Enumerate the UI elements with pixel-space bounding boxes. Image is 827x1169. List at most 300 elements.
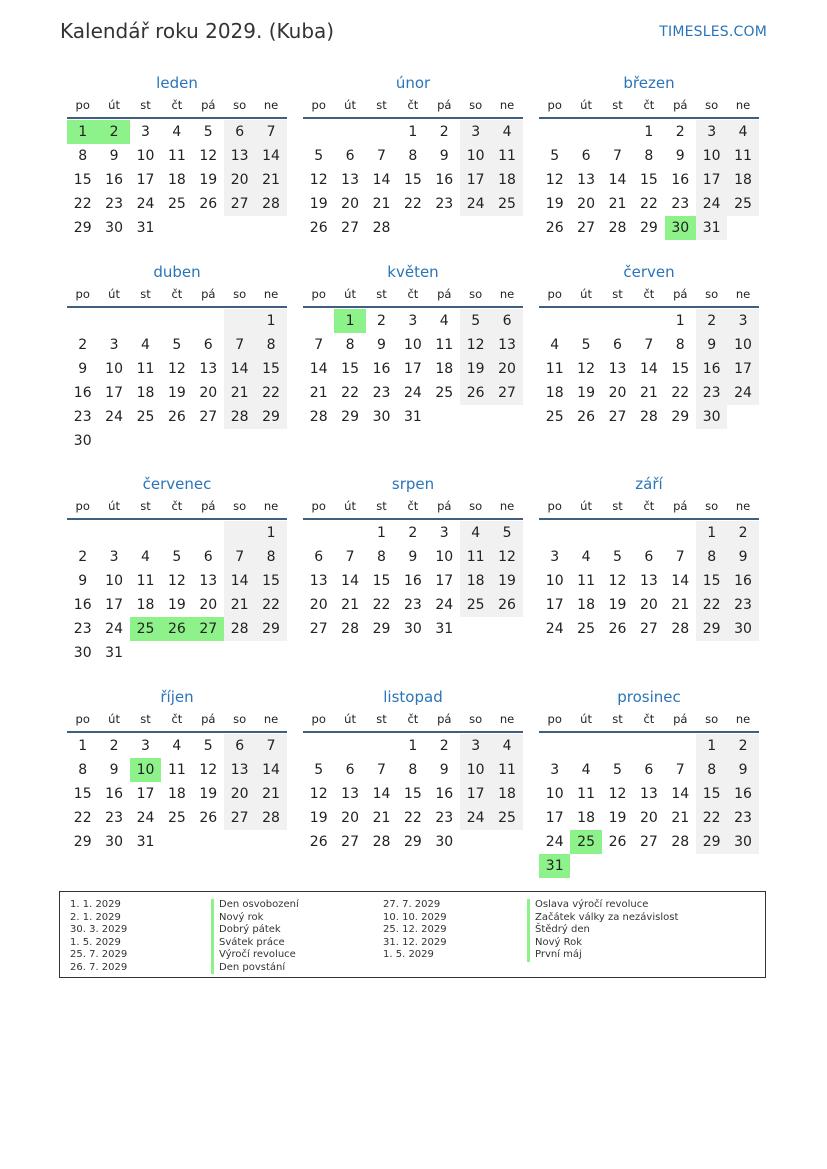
- legend-entry: 30. 3. 2029: [70, 924, 128, 935]
- day-cell: 31: [136, 834, 155, 850]
- day-cell: 24: [460, 192, 491, 216]
- day-cell: 14: [224, 357, 255, 381]
- day-cell: 23: [435, 810, 454, 826]
- day-cell: 23: [73, 621, 92, 637]
- day-cell: 9: [727, 545, 758, 569]
- weekday-label: so: [705, 98, 719, 112]
- weekday-label: so: [705, 499, 719, 513]
- weekday-label: ne: [735, 287, 751, 301]
- day-cell: 3: [109, 337, 119, 353]
- empty-cell: [193, 830, 224, 854]
- day-cell: 28: [309, 409, 328, 425]
- month-block: [303, 72, 523, 240]
- day-cell: 13: [608, 361, 627, 377]
- empty-cell: [224, 429, 255, 453]
- day-cell: 21: [224, 381, 255, 405]
- day-cell: 9: [109, 148, 119, 164]
- empty-cell: [602, 120, 633, 144]
- weekday-label: ne: [499, 98, 515, 112]
- day-cell: 24: [136, 810, 155, 826]
- header-divider: [303, 117, 523, 119]
- day-cell: 20: [224, 168, 255, 192]
- day-cell: 29: [341, 409, 359, 425]
- day-cell: 16: [435, 172, 454, 188]
- weekday-label: st: [612, 98, 623, 112]
- empty-cell: [633, 854, 664, 878]
- day-cell: 16: [727, 782, 758, 806]
- day-cell: 18: [136, 597, 155, 613]
- day-cell: 15: [73, 172, 92, 188]
- day-cell: 6: [203, 549, 213, 565]
- day-cell: 7: [613, 148, 622, 164]
- day-cell: 6: [203, 337, 213, 353]
- legend-entry: 27. 7. 2029: [383, 899, 441, 910]
- weekday-label: st: [140, 712, 151, 726]
- day-grid: [67, 309, 287, 453]
- empty-cell: [570, 854, 601, 878]
- empty-cell: [224, 216, 255, 240]
- empty-cell: [696, 854, 727, 878]
- weekday-label: út: [108, 499, 120, 513]
- day-cell: 5: [550, 148, 560, 164]
- day-cell: 15: [341, 361, 359, 377]
- month-block: [67, 473, 287, 665]
- weekday-label: pá: [673, 499, 688, 513]
- empty-cell: [67, 521, 98, 545]
- empty-cell: [570, 734, 601, 758]
- day-cell: 12: [309, 172, 328, 188]
- day-cell: 11: [136, 573, 155, 589]
- day-cell: 19: [460, 357, 491, 381]
- month-name: září: [635, 475, 663, 493]
- day-cell: 20: [608, 385, 627, 401]
- day-cell: 9: [78, 361, 88, 377]
- legend-entry: 1. 5. 2029: [383, 949, 434, 960]
- day-cell: 18: [460, 569, 491, 593]
- weekday-header: [67, 94, 287, 116]
- day-cell: 8: [255, 545, 286, 569]
- day-cell: 29: [255, 405, 286, 429]
- month-block: [539, 72, 759, 240]
- day-cell: 4: [550, 337, 560, 353]
- day-cell: 14: [224, 569, 255, 593]
- day-cell: 18: [167, 172, 186, 188]
- day-cell: 22: [341, 385, 359, 401]
- day-cell: 15: [255, 569, 286, 593]
- month-block: [539, 473, 759, 641]
- weekday-label: ne: [735, 712, 751, 726]
- day-cell: 17: [403, 361, 422, 377]
- empty-cell: [665, 521, 696, 545]
- weekday-label: út: [108, 287, 120, 301]
- day-cell: 3: [408, 313, 418, 329]
- day-cell: 19: [167, 385, 186, 401]
- weekday-header: [303, 495, 523, 517]
- legend-entry: 1. 1. 2029: [70, 899, 121, 910]
- day-grid: [303, 309, 523, 429]
- empty-cell: [303, 734, 334, 758]
- empty-cell: [130, 309, 161, 333]
- day-cell: 7: [675, 549, 685, 565]
- empty-cell: [539, 734, 570, 758]
- day-cell: 18: [491, 782, 522, 806]
- day-cell: 15: [403, 786, 422, 802]
- day-cell: 23: [727, 593, 758, 617]
- holiday-day-cell: 1: [67, 120, 98, 144]
- day-grid: [539, 734, 759, 878]
- day-cell: 2: [408, 525, 418, 541]
- month-name: červenec: [142, 475, 212, 493]
- day-cell: 12: [167, 573, 186, 589]
- day-cell: 13: [309, 573, 328, 589]
- empty-cell: [429, 405, 460, 429]
- day-cell: 31: [136, 220, 155, 236]
- weekday-label: čt: [643, 287, 655, 301]
- empty-cell: [98, 521, 129, 545]
- weekday-label: út: [580, 98, 592, 112]
- empty-cell: [255, 429, 286, 453]
- day-cell: 18: [545, 385, 564, 401]
- day-cell: 5: [581, 337, 591, 353]
- day-cell: 17: [545, 597, 564, 613]
- day-cell: 15: [696, 569, 727, 593]
- day-cell: 26: [608, 621, 627, 637]
- day-cell: 3: [696, 120, 727, 144]
- month-name: květen: [387, 263, 439, 281]
- day-cell: 26: [545, 220, 564, 236]
- day-cell: 22: [403, 810, 422, 826]
- weekday-header: [303, 283, 523, 305]
- empty-cell: [602, 734, 633, 758]
- day-cell: 16: [671, 172, 690, 188]
- day-cell: 24: [105, 409, 123, 425]
- day-cell: 1: [644, 124, 654, 140]
- day-cell: 8: [644, 148, 654, 164]
- day-cell: 28: [255, 192, 286, 216]
- day-cell: 12: [545, 172, 564, 188]
- empty-cell: [67, 309, 98, 333]
- day-cell: 13: [224, 144, 255, 168]
- day-cell: 31: [403, 409, 422, 425]
- day-cell: 2: [78, 549, 88, 565]
- day-cell: 27: [639, 834, 658, 850]
- day-cell: 9: [78, 573, 88, 589]
- day-cell: 15: [73, 786, 92, 802]
- day-cell: 26: [577, 409, 595, 425]
- weekday-label: pá: [201, 287, 216, 301]
- day-cell: 14: [671, 786, 690, 802]
- day-cell: 23: [105, 810, 123, 826]
- page-title: Kalendář roku 2029. (Kuba): [60, 19, 335, 43]
- day-cell: 8: [78, 148, 88, 164]
- day-cell: 15: [696, 782, 727, 806]
- day-cell: 23: [727, 806, 758, 830]
- day-cell: 28: [639, 409, 658, 425]
- day-cell: 4: [581, 762, 591, 778]
- day-cell: 24: [545, 621, 564, 637]
- empty-cell: [539, 309, 570, 333]
- day-cell: 12: [577, 361, 595, 377]
- month-block: [539, 261, 759, 429]
- day-cell: 1: [78, 738, 88, 754]
- legend-entry: Štědrý den: [527, 924, 678, 937]
- day-cell: 14: [372, 786, 391, 802]
- day-cell: 24: [136, 196, 155, 212]
- day-cell: 14: [608, 172, 627, 188]
- day-cell: 4: [581, 549, 591, 565]
- weekday-label: pá: [437, 98, 452, 112]
- day-cell: 2: [439, 124, 449, 140]
- weekday-header: [67, 708, 287, 730]
- day-cell: 12: [199, 148, 218, 164]
- weekday-header: [303, 94, 523, 116]
- empty-cell: [224, 830, 255, 854]
- month-name: listopad: [383, 688, 443, 706]
- empty-cell: [130, 521, 161, 545]
- empty-cell: [130, 641, 161, 665]
- day-cell: 11: [167, 762, 186, 778]
- day-cell: 30: [727, 617, 758, 641]
- day-cell: 10: [105, 573, 123, 589]
- day-cell: 6: [644, 549, 654, 565]
- day-cell: 18: [491, 168, 522, 192]
- day-cell: 17: [696, 168, 727, 192]
- day-cell: 5: [314, 148, 324, 164]
- weekday-label: út: [344, 287, 356, 301]
- weekday-label: so: [469, 287, 483, 301]
- day-cell: 21: [255, 782, 286, 806]
- day-cell: 12: [199, 762, 218, 778]
- weekday-label: pá: [201, 499, 216, 513]
- day-cell: 8: [345, 337, 355, 353]
- weekday-label: út: [580, 712, 592, 726]
- day-cell: 29: [639, 220, 658, 236]
- empty-cell: [397, 216, 428, 240]
- day-cell: 21: [309, 385, 328, 401]
- weekday-label: ne: [735, 499, 751, 513]
- empty-cell: [491, 617, 522, 641]
- day-cell: 19: [199, 172, 218, 188]
- day-cell: 14: [671, 573, 690, 589]
- day-cell: 3: [141, 738, 150, 754]
- day-cell: 15: [255, 357, 286, 381]
- day-cell: 16: [105, 786, 123, 802]
- empty-cell: [665, 734, 696, 758]
- day-cell: 7: [224, 545, 255, 569]
- brand-link[interactable]: TIMESLES.COM: [659, 24, 767, 40]
- holiday-day-cell: 25: [570, 830, 601, 854]
- day-cell: 2: [727, 521, 758, 545]
- month-name: srpen: [391, 475, 435, 493]
- empty-cell: [570, 521, 601, 545]
- day-cell: 27: [341, 834, 359, 850]
- holiday-day-cell: 1: [334, 309, 365, 333]
- day-grid: [303, 120, 523, 240]
- empty-cell: [570, 309, 601, 333]
- day-cell: 15: [671, 361, 690, 377]
- legend-entry: Svátek práce: [211, 937, 299, 950]
- legend-dates-column-1: [70, 899, 127, 974]
- weekday-label: st: [140, 287, 151, 301]
- empty-cell: [255, 641, 286, 665]
- day-cell: 4: [491, 120, 522, 144]
- weekday-label: so: [233, 287, 247, 301]
- holiday-day-cell: 30: [665, 216, 696, 240]
- weekday-label: st: [612, 287, 623, 301]
- header-divider: [67, 306, 287, 308]
- day-cell: 4: [172, 738, 182, 754]
- legend-dates-column-2: [383, 899, 447, 962]
- day-cell: 29: [671, 409, 690, 425]
- day-cell: 7: [345, 549, 355, 565]
- day-cell: 17: [727, 357, 758, 381]
- day-cell: 19: [309, 196, 328, 212]
- weekday-label: st: [140, 499, 151, 513]
- day-cell: 6: [613, 337, 622, 353]
- day-cell: 19: [199, 786, 218, 802]
- empty-cell: [161, 641, 192, 665]
- day-cell: 16: [73, 597, 92, 613]
- day-cell: 21: [372, 810, 391, 826]
- weekday-label: čt: [643, 98, 655, 112]
- day-cell: 23: [671, 196, 690, 212]
- day-cell: 15: [403, 172, 422, 188]
- day-cell: 20: [491, 357, 522, 381]
- day-cell: 1: [675, 313, 685, 329]
- empty-cell: [255, 830, 286, 854]
- empty-cell: [193, 216, 224, 240]
- empty-cell: [665, 854, 696, 878]
- weekday-label: čt: [643, 712, 655, 726]
- day-cell: 5: [491, 521, 522, 545]
- day-cell: 3: [460, 120, 491, 144]
- day-cell: 10: [435, 549, 454, 565]
- day-cell: 10: [460, 144, 491, 168]
- day-cell: 11: [491, 144, 522, 168]
- day-cell: 14: [639, 361, 658, 377]
- day-cell: 5: [172, 337, 182, 353]
- day-cell: 8: [377, 549, 386, 565]
- day-cell: 1: [696, 521, 727, 545]
- weekday-label: čt: [171, 712, 183, 726]
- empty-cell: [255, 216, 286, 240]
- legend-names-column-2: [527, 899, 678, 962]
- day-cell: 25: [136, 409, 155, 425]
- weekday-header: [539, 708, 759, 730]
- day-cell: 25: [491, 806, 522, 830]
- day-cell: 3: [460, 734, 491, 758]
- day-cell: 5: [172, 549, 182, 565]
- weekday-label: čt: [407, 287, 419, 301]
- day-cell: 30: [105, 220, 123, 236]
- day-cell: 22: [639, 196, 658, 212]
- day-cell: 21: [255, 168, 286, 192]
- day-cell: 20: [577, 196, 595, 212]
- day-cell: 22: [255, 593, 286, 617]
- day-cell: 9: [696, 333, 727, 357]
- day-cell: 27: [608, 409, 627, 425]
- empty-cell: [727, 854, 758, 878]
- empty-cell: [491, 830, 522, 854]
- holiday-day-cell: 31: [539, 854, 570, 878]
- weekday-label: čt: [407, 98, 419, 112]
- weekday-label: po: [311, 98, 326, 112]
- weekday-label: po: [75, 287, 90, 301]
- empty-cell: [224, 521, 255, 545]
- day-cell: 7: [377, 148, 386, 164]
- header-divider: [67, 117, 287, 119]
- day-cell: 13: [639, 786, 658, 802]
- day-cell: 9: [675, 148, 685, 164]
- day-cell: 13: [341, 172, 359, 188]
- day-cell: 25: [167, 196, 186, 212]
- empty-cell: [539, 521, 570, 545]
- empty-cell: [161, 830, 192, 854]
- day-cell: 12: [608, 786, 627, 802]
- empty-cell: [161, 429, 192, 453]
- legend-entry: Den osvobození: [211, 899, 299, 912]
- day-cell: 20: [199, 385, 218, 401]
- empty-cell: [224, 641, 255, 665]
- weekday-label: po: [311, 712, 326, 726]
- day-cell: 9: [109, 762, 119, 778]
- day-cell: 31: [696, 216, 727, 240]
- weekday-label: st: [612, 712, 623, 726]
- day-cell: 22: [255, 381, 286, 405]
- header-divider: [303, 518, 523, 520]
- day-cell: 30: [105, 834, 123, 850]
- day-cell: 12: [491, 545, 522, 569]
- weekday-header: [539, 94, 759, 116]
- day-cell: 29: [403, 834, 422, 850]
- day-cell: 18: [136, 385, 155, 401]
- day-cell: 25: [435, 385, 454, 401]
- day-cell: 2: [377, 313, 386, 329]
- day-cell: 21: [671, 810, 690, 826]
- legend-entry: 26. 7. 2029: [70, 961, 128, 973]
- empty-cell: [570, 120, 601, 144]
- day-cell: 10: [696, 144, 727, 168]
- day-cell: 2: [675, 124, 685, 140]
- day-cell: 27: [309, 621, 328, 637]
- weekday-label: ne: [263, 98, 279, 112]
- day-grid: [539, 521, 759, 641]
- day-cell: 8: [408, 762, 418, 778]
- holiday-day-cell: 2: [98, 120, 129, 144]
- weekday-label: po: [547, 712, 562, 726]
- day-cell: 19: [577, 385, 595, 401]
- day-cell: 2: [696, 309, 727, 333]
- day-grid: [67, 120, 287, 240]
- weekday-label: st: [612, 499, 623, 513]
- weekday-label: čt: [171, 98, 183, 112]
- day-cell: 6: [491, 309, 522, 333]
- weekday-label: pá: [437, 287, 452, 301]
- day-cell: 29: [73, 834, 92, 850]
- weekday-label: út: [580, 499, 592, 513]
- weekday-label: so: [469, 499, 483, 513]
- holiday-day-cell: 10: [130, 758, 161, 782]
- empty-cell: [539, 120, 570, 144]
- day-cell: 1: [255, 309, 286, 333]
- legend-entry: 25. 12. 2029: [383, 924, 447, 935]
- day-cell: 4: [491, 734, 522, 758]
- header-divider: [67, 731, 287, 733]
- day-cell: 5: [203, 124, 213, 140]
- day-cell: 6: [224, 734, 255, 758]
- day-cell: 12: [460, 333, 491, 357]
- day-cell: 10: [545, 573, 564, 589]
